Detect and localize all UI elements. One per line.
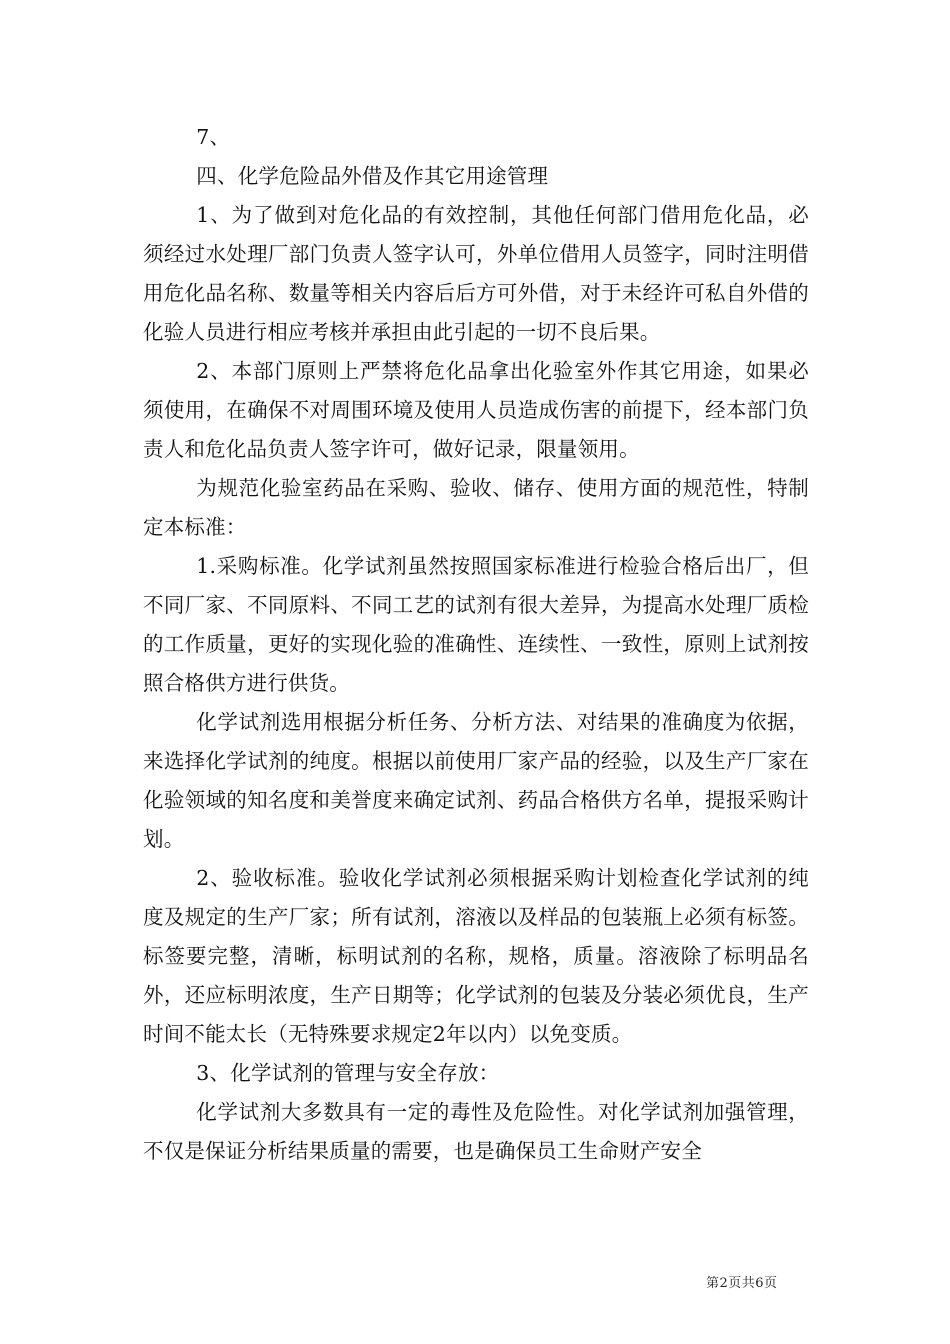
paragraph-reagent-selection: 化学试剂选用根据分析任务、分析方法、对结果的准确度为依据，来选择化学试剂的纯度。根据以前使用厂家产品的经验，以及生产厂家在化验领域的知名度和美誉度来确定试剂、药品合格供方名单，提报采购计划。	[143, 710, 809, 851]
page-number-footer: 第2页共6页	[706, 1276, 778, 1291]
paragraph-storage-heading: 3、化学试剂的管理与安全存放：	[196, 1061, 500, 1085]
paragraph-lending-control: 1、为了做到对危化品的有效控制，其他任何部门借用危化品，必须经过水处理厂部门负责人签字认可，外单位借用人员签字，同时注明借用危化品名称、数量等相关内容后后方可外借，对于未经许可私自外借的化验人员进行相应考核并承担由此引起的一切不良后果。	[143, 203, 809, 344]
paragraph-item-number-7: 7、	[196, 125, 231, 149]
paragraph-toxicity-note: 化学试剂大多数具有一定的毒性及危险性。对化学试剂加强管理，不仅是保证分析结果质量的需要，也是确保员工生命财产安全	[143, 1100, 809, 1163]
paragraph-other-uses: 2、本部门原则上严禁将危化品拿出化验室外作其它用途，如果必须使用，在确保不对周围环境及使用人员造成伤害的前提下，经本部门负责人和危化品负责人签字许可，做好记录，限量领用。	[143, 359, 809, 461]
paragraph-procurement-standard: 1.采购标准。化学试剂虽然按照国家标准进行检验合格后出厂，但不同厂家、不同原料、不同工艺的试剂有很大差异，为提高水处理厂质检的工作质量，更好的实现化验的准确性、连续性、一致性，原则上试剂按照合格供方进行供货。	[143, 554, 809, 695]
section-heading-hazardous-lending: 四、化学危险品外借及作其它用途管理	[196, 164, 549, 188]
document-body	[143, 118, 809, 1171]
paragraph-acceptance-standard: 2、验收标准。验收化学试剂必须根据采购计划检查化学试剂的纯度及规定的生产厂家；所有试剂，溶液以及样品的包装瓶上必须有标签。标签要完整，清晰，标明试剂的名称，规格，质量。溶液除了标明品名外，还应标明浓度，生产日期等；化学试剂的包装及分装必须优良，生产时间不能太长（无特殊要求规定2年以内）以免变质。	[143, 866, 809, 1046]
paragraph-standard-purpose: 为规范化验室药品在采购、验收、储存、使用方面的规范性，特制定本标准：	[143, 476, 809, 539]
